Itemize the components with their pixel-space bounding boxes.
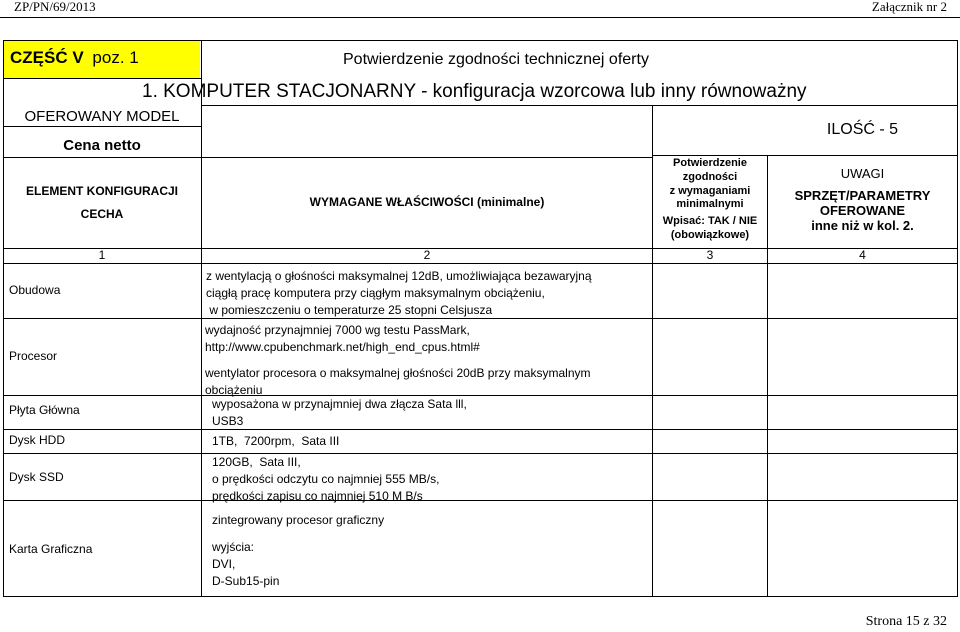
requirement-line: USB3 xyxy=(212,414,244,428)
requirement-line: o prędkości odczytu co najmniej 555 MB/s, xyxy=(212,472,440,486)
compliance-line: z wymaganiami xyxy=(669,184,751,197)
part-item: poz. 1 xyxy=(92,48,139,67)
annex-label: Załącznik nr 2 xyxy=(871,0,947,14)
remarks-line: inne niż w kol. 2. xyxy=(811,218,914,233)
column-number: 3 xyxy=(706,248,714,262)
requirement-line: zintegrowany procesor graficzny xyxy=(212,513,385,527)
part-number: CZĘŚĆ V xyxy=(10,48,84,67)
requirement-line: wyjścia: xyxy=(212,540,255,554)
requirement-line: DVI, xyxy=(212,557,236,571)
requirement-line: wydajność przynajmniej 7000 wg testu PassMark, xyxy=(205,323,470,337)
requirements-cpu xyxy=(205,322,590,399)
product-title: 1. KOMPUTER STACJONARNY - konfiguracja wzorcowa lub inny równoważny xyxy=(142,81,807,102)
element-heading: ELEMENT KONFIGURACJI xyxy=(25,184,178,198)
remarks-title: UWAGI xyxy=(840,166,885,181)
offered-model-label: OFEROWANY MODEL xyxy=(24,108,180,125)
requirements-ssd xyxy=(212,454,439,505)
requirements-heading: WYMAGANE WŁAŚCIWOŚCI (minimalne) xyxy=(309,195,545,209)
document-reference: ZP/PN/69/2013 xyxy=(14,0,96,14)
requirement-line: z wentylacją o głośności maksymalnej 12dB, umożliwiająca bezawaryjną xyxy=(206,269,592,283)
column-number: 1 xyxy=(98,248,106,262)
requirement-line: http://www.cpubenchmark.net/high_end_cpus.html# xyxy=(205,340,480,354)
requirement-line: D-Sub15-pin xyxy=(212,574,280,588)
column-number: 4 xyxy=(859,248,866,262)
compliance-line: Potwierdzenie xyxy=(673,157,747,169)
requirements-motherboard xyxy=(212,396,467,430)
requirement-line: 1TB, 7200rpm, Sata III xyxy=(212,434,340,448)
requirement-line: wyposażona w przynajmniej dwa złącza Sata lll, xyxy=(212,397,467,411)
remarks-line: SPRZĘT/PARAMETRY xyxy=(794,188,931,203)
requirement-line: wentylator procesora o maksymalnej głośności 20dB przy maksymalnym xyxy=(205,366,591,380)
requirements-case xyxy=(206,268,592,319)
requirement-line: w pomieszczeniu o temperaturze 25 stopni Celsjusza xyxy=(206,303,493,317)
header-rule xyxy=(0,17,960,18)
requirements-hdd xyxy=(212,433,339,450)
net-price-label: Cena netto xyxy=(63,137,141,154)
requirements-graphics xyxy=(212,512,384,590)
column-header-compliance xyxy=(653,157,767,243)
remarks-line: OFEROWANE xyxy=(819,203,906,218)
feature-heading: CECHA xyxy=(80,207,124,221)
compliance-line: (obowiązkowe) xyxy=(670,228,750,241)
compliance-line: minimalnymi xyxy=(676,198,744,211)
row-name-cpu: Procesor xyxy=(9,349,58,363)
form-title: Potwierdzenie zgodności technicznej oferty xyxy=(343,51,649,68)
requirement-line: obciążeniu xyxy=(205,383,263,397)
row-name-ssd: Dysk SSD xyxy=(9,470,64,484)
column-number: 2 xyxy=(423,248,431,262)
compliance-line: Wpisać: TAK / NIE xyxy=(662,215,758,228)
row-name-motherboard: Płyta Główna xyxy=(9,403,80,417)
requirement-line: prędkości zapisu co najmniej 510 M B/s xyxy=(212,489,423,503)
requirement-line: 120GB, Sata III, xyxy=(212,455,301,469)
row-name-hdd: Dysk HDD xyxy=(9,433,65,447)
row-name-graphics: Karta Graficzna xyxy=(9,542,93,556)
requirement-line: ciągłą pracę komputera przy ciągłym maksymalnym obciążeniu, xyxy=(206,286,545,300)
quantity-label: ILOŚĆ - 5 xyxy=(826,121,899,138)
page-number: Strona 15 z 32 xyxy=(865,614,947,629)
column-header-remarks xyxy=(768,164,957,233)
part-label xyxy=(10,48,139,68)
compliance-line: zgodności xyxy=(682,170,738,183)
row-name-case: Obudowa xyxy=(9,283,61,297)
